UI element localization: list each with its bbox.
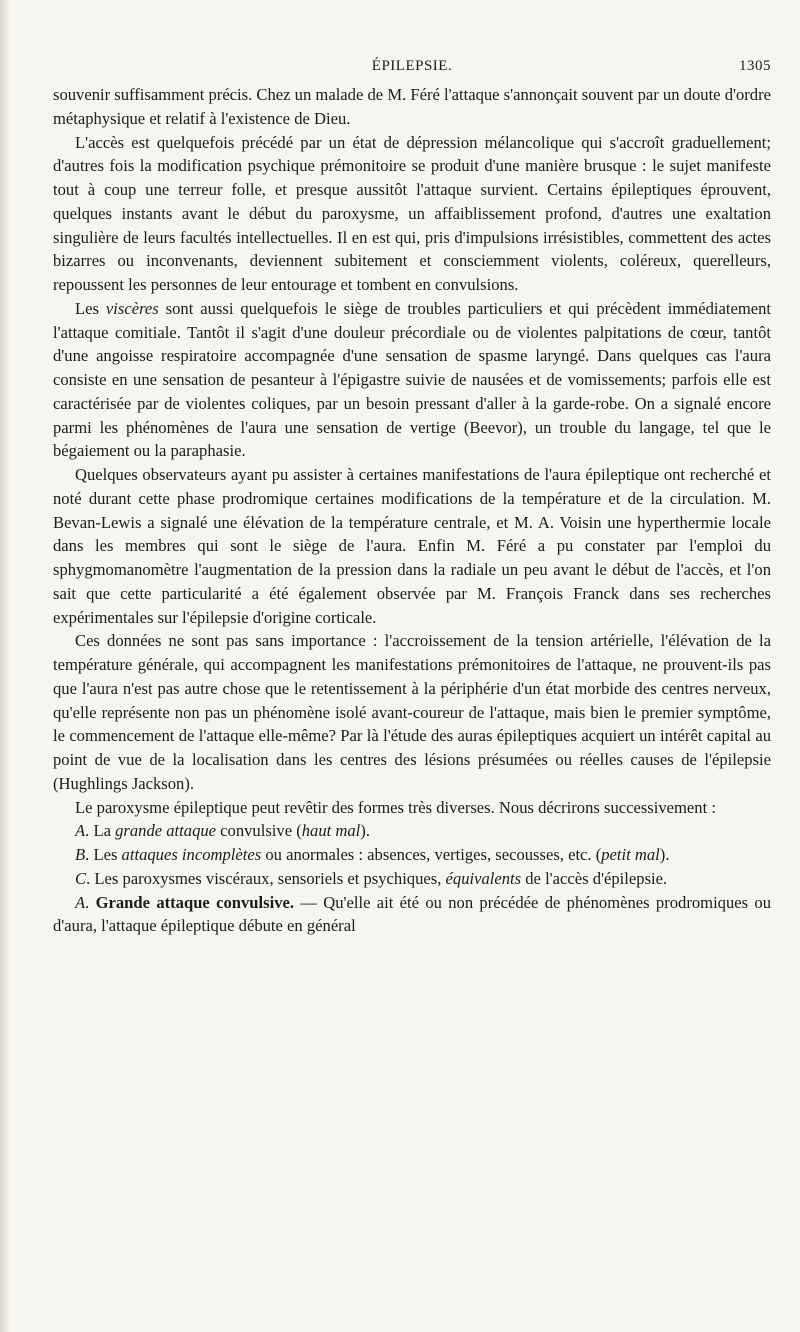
paragraph xyxy=(53,796,771,820)
text-run: grande attaque xyxy=(115,821,217,841)
paragraph xyxy=(53,819,771,843)
text-run: Ces données ne sont pas sans importance : l'accroissement de la tension artérielle, l'élévation de la température générale, qui accompagnent les manifestations prémonitoires de l'attaque, ne prouvent-ils pas que l'aura n'est pas autre chose que le retentissement à la périphérie d'un état morbide des centres nerveux, qu'elle représente non pas un phénomène isolé avant-coureur de l'attaque, mais bien le premier symptôme, le commencement de l'attaque elle-même? Par là l'étude des auras épileptiques acquiert un intérêt capital au point de vue de la localisation dans les centres des lésions présumées ou réelles causes de l'épilepsie (Hughlings Jackson). xyxy=(53,631,771,793)
paragraph xyxy=(53,83,771,131)
paragraph xyxy=(53,629,771,795)
running-head xyxy=(53,58,771,78)
text-run: convulsive ( xyxy=(216,821,302,841)
text-run: A xyxy=(75,821,86,841)
text-run: . Les paroxysmes viscéraux, sensoriels et psychiques, xyxy=(86,868,446,888)
text-run: Quelques observateurs ayant pu assister à certaines manifestations de l'aura épileptique ont recherché et noté durant cette phase prodromique certaines modifications de la température et de la circulation. M. Bevan-Lewis a signalé une élévation de la température centrale, et M. A. Voisin une hyperthermie locale dans les membres qui sont le siège de l'aura. Enfin M. Féré a pu constater par l'emploi du sphygmomanomètre l'augmentation de la pression dans la radiale un peu avant le début de l'accès, et l'on sait que cette particularité a été également observée par M. François Franck dans ses recherches expérimentales sur l'épilepsie d'origine corticale. xyxy=(53,465,771,627)
text-run: ). xyxy=(659,845,670,864)
text-run: de l'accès d'épilepsie. xyxy=(521,868,668,888)
text-run: ou anormales : absences, vertiges, secousses, etc. ( xyxy=(261,845,602,864)
text-run: L'accès est quelquefois précédé par un état de dépression mélancolique qui s'accroît graduellement; d'autres fois la modification psychique prémonitoire se produit d'une manière brusque : le sujet manifeste tout à coup une terreur folle, et presque aussitôt l'attaque survient. Certains épileptiques éprouvent, quelques instants avant le début du paroxysme, un affaiblissement profond, d'autres une exaltation singulière de leurs facultés intellectuelles. Il en est qui, pris d'impulsions irrésistibles, commettent des actes bizarres ou inconvenants, deviennent subitement et consciemment violents, coléreux, querelleurs, repoussent les personnes de leur entourage et tombent en convulsions. xyxy=(53,132,771,294)
text-run: Les xyxy=(75,298,106,318)
paragraph xyxy=(53,297,771,463)
text-run: attaques incomplètes xyxy=(121,845,262,864)
page-gutter-shadow xyxy=(0,0,10,1332)
running-title: ÉPILEPSIE. xyxy=(371,58,453,74)
body-text xyxy=(53,83,771,938)
text-run: petit mal xyxy=(601,845,660,864)
text-run: ). xyxy=(360,821,370,841)
paragraph xyxy=(53,891,771,939)
page-number: 1305 xyxy=(739,58,771,74)
paragraph xyxy=(53,463,771,629)
text-run: . La xyxy=(85,821,116,841)
text-run: Le paroxysme épileptique peut revêtir des formes très diverses. Nous décrirons successivement : xyxy=(75,797,716,817)
text-run: . Les xyxy=(85,845,122,864)
text-run: C xyxy=(75,868,87,888)
text-run: sont aussi quelquefois le siège de troubles particuliers et qui précèdent immédiatement l'attaque comitiale. Tantôt il s'agit d'une douleur précordiale ou de violentes palpitations de cœur, tantôt d'une angoisse respiratoire accompagnée d'une sensation de spasme laryngé. Dans quelques cas l'aura consiste en une sensation de pesanteur à l'épigastre suivie de nausées et de vomissements; parfois elle est caractérisée par de violentes coliques, par un besoin pressant d'aller à la garde-robe. On a signalé encore parmi les phénomènes de l'aura une sensation de vertige (Beevor), un trouble du langage, tel que le bégaiement ou la paraphasie. xyxy=(53,298,772,461)
book-page xyxy=(53,0,771,1332)
text-run: — Qu'elle ait été ou non précédée de phénomènes prodromiques ou d'aura, l'attaque épileptique débute en général xyxy=(53,892,772,936)
text-run: souvenir suffisamment précis. Chez un malade de M. Féré l'attaque s'annonçait souvent par un doute d'ordre métaphysique et relatif à l'existence de Dieu. xyxy=(53,85,771,128)
text-run: équivalents xyxy=(445,868,522,888)
paragraph xyxy=(53,131,771,297)
paragraph xyxy=(53,867,771,891)
text-run: viscères xyxy=(105,298,159,318)
text-run: B xyxy=(75,845,86,864)
text-run: A xyxy=(75,892,86,912)
paragraph xyxy=(53,843,771,867)
text-run: . xyxy=(85,892,96,912)
text-run: haut mal xyxy=(301,821,361,841)
text-run: Grande attaque convulsive. xyxy=(95,892,295,912)
